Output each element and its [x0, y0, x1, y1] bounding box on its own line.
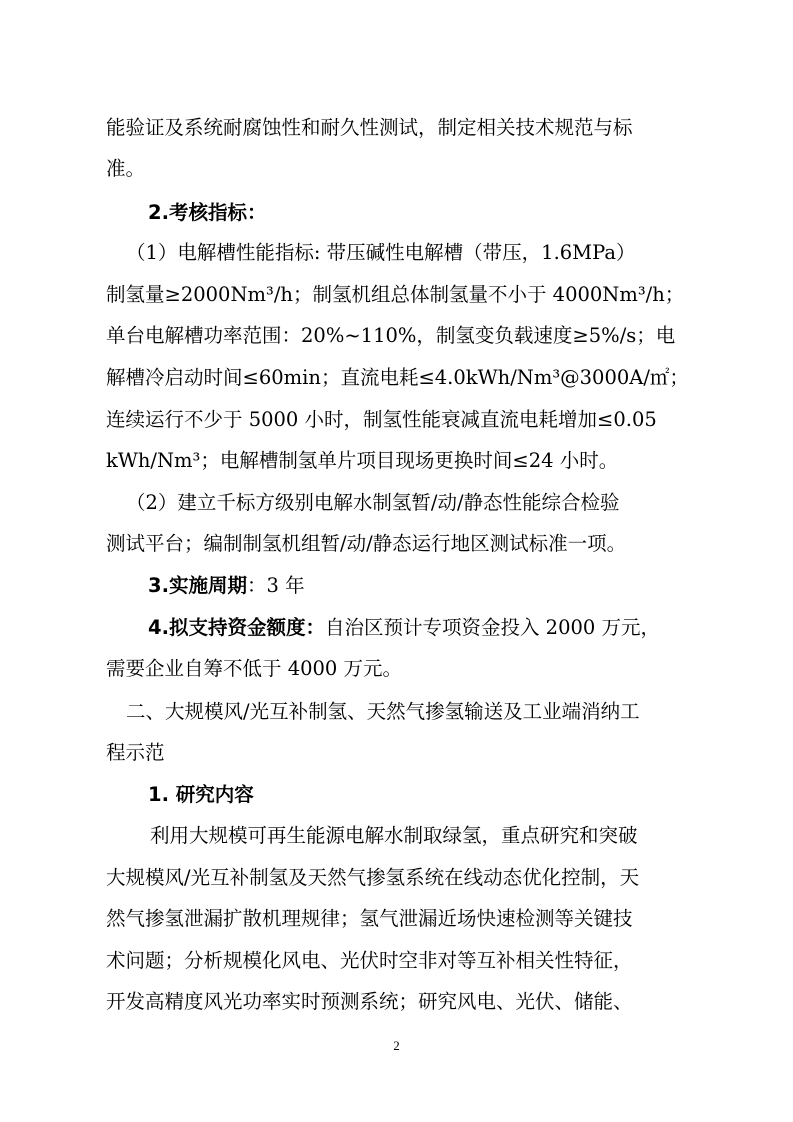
- paragraph-line: 术问题；分析规模化风电、光伏时空非对等互补相关性特征，: [106, 949, 633, 972]
- section-heading-assessment: 2.考核指标：: [148, 201, 267, 224]
- paragraph-line: 利用大规模可再生能源电解水制取绿氢，重点研究和突破: [150, 824, 638, 847]
- paragraph-line: 开发高精度风光功率实时预测系统；研究风电、光伏、储能、: [106, 990, 633, 1013]
- paragraph-line: 能验证及系统耐腐蚀性和耐久性测试，制定相关技术规范与标: [106, 116, 633, 139]
- paragraph-line: 准。: [106, 157, 146, 180]
- heading-funding: 4.拟支持资金额度：: [148, 616, 325, 639]
- paragraph-line: （2）建立千标方级别电解水制氢暂/动/静态性能综合检验: [126, 491, 620, 514]
- section-implementation-period: [148, 572, 691, 600]
- paragraph-line: （1）电解槽性能指标: 带压碱性电解槽（带压，1.6MPa）: [126, 241, 636, 264]
- section-title-line: 程示范: [106, 741, 165, 764]
- heading-implementation-period: 3.实施周期: [148, 574, 247, 597]
- page-number: 2: [393, 1038, 400, 1053]
- section-funding: [148, 614, 691, 642]
- paragraph-line: 需要企业自筹不低于 4000 万元。: [106, 657, 403, 680]
- implementation-period-value: ：3 年: [246, 574, 305, 597]
- funding-value: 自治区预计专项资金投入 2000 万元，: [324, 616, 661, 639]
- section-title-line: 二、大规模风/光互补制氢、天然气掺氢输送及工业端消纳工: [126, 700, 640, 723]
- paragraph-line: 制氢量≥2000Nm³/h；制氢机组总体制氢量不小于 4000Nm³/h；: [106, 283, 685, 306]
- paragraph-line: kWh/Nm³；电解槽制氢单片项目现场更换时间≤24 小时。: [106, 449, 619, 472]
- paragraph-line: 单台电解槽功率范围：20%~110%，制氢变负载速度≥5%/s；电: [106, 324, 676, 347]
- paragraph-line: 大规模风/光互补制氢及天然气掺氢系统在线动态优化控制，天: [106, 866, 640, 889]
- paragraph-line: 连续运行不少于 5000 小时，制氢性能衰减直流电耗增加≤0.05: [106, 408, 657, 431]
- paragraph-line: 然气掺氢泄漏扩散机理规律；氢气泄漏近场快速检测等关键技: [106, 907, 633, 930]
- paragraph-line: 解槽冷启动时间≤60min；直流电耗≤4.0kWh/Nm³@3000A/㎡；: [106, 366, 689, 389]
- paragraph-line: 测试平台；编制制氢机组暂/动/静态运行地区测试标准一项。: [106, 532, 627, 555]
- heading-research-content: 1. 研究内容: [148, 783, 254, 806]
